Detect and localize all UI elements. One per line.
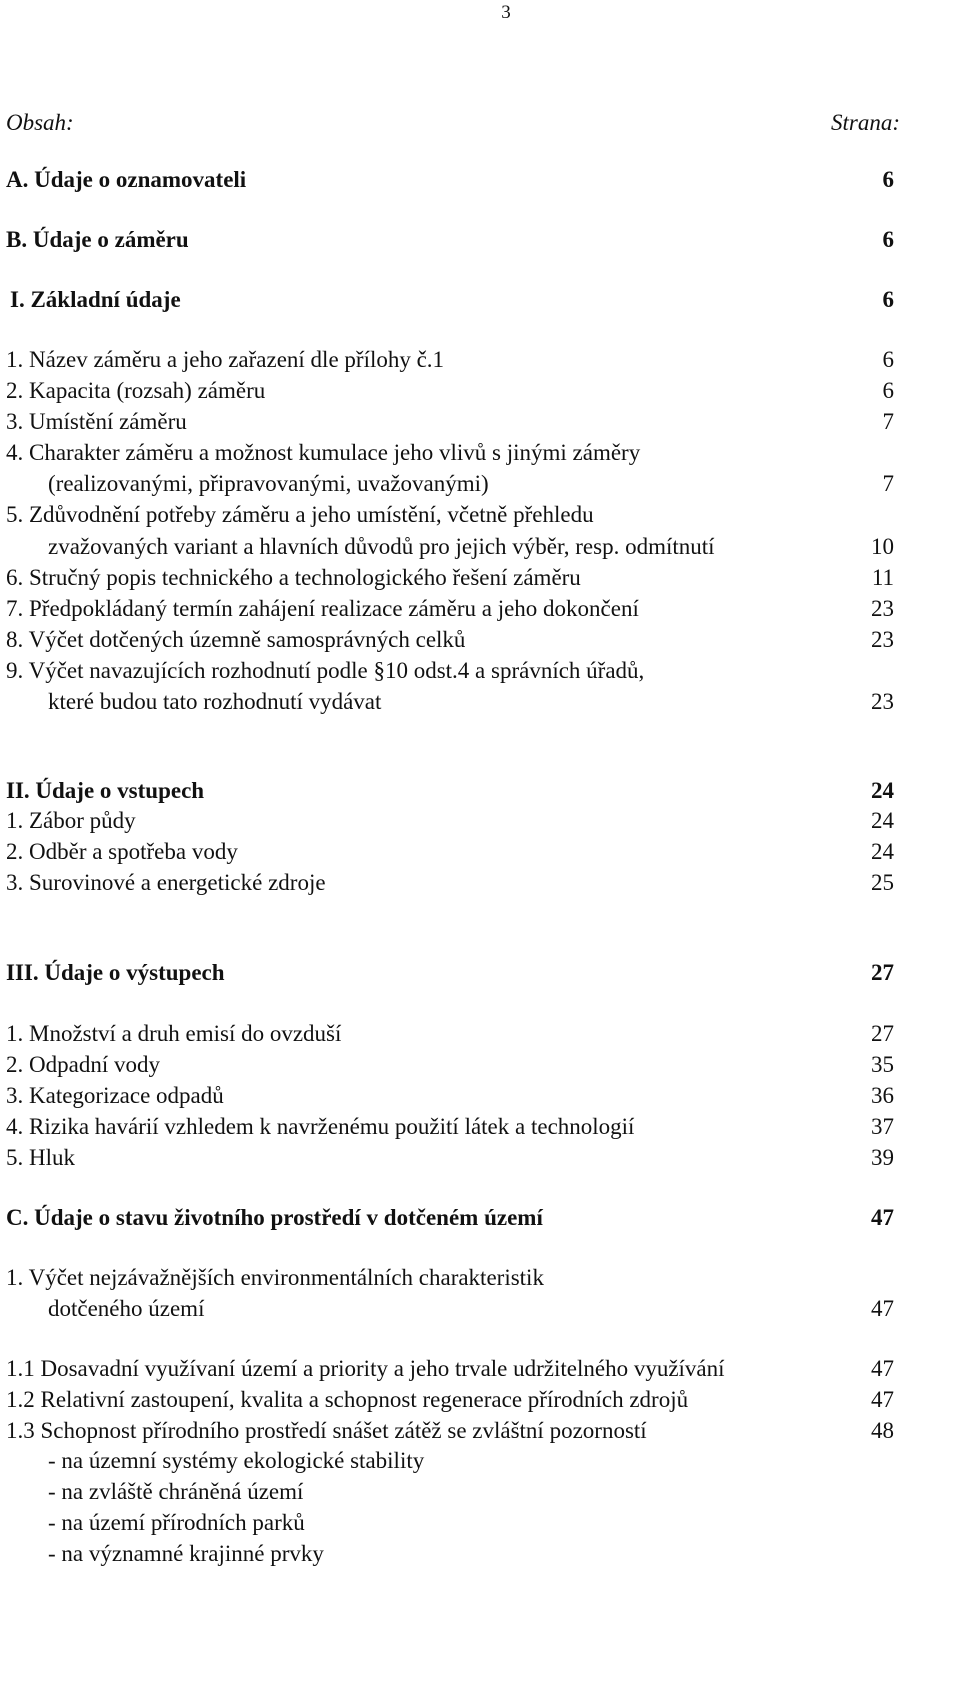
toc-entry-title: které budou tato rozhodnutí vydávat xyxy=(48,689,382,714)
toc-entry-title: 4. Rizika havárií vzhledem k navrženému použití látek a technologií xyxy=(6,1114,635,1139)
toc-entry xyxy=(6,625,894,655)
toc-entry-title: zvažovaných variant a hlavních důvodů pro jejich výběr, resp. odmítnutí xyxy=(48,534,715,559)
toc-entry-title: 3. Kategorizace odpadů xyxy=(6,1083,224,1108)
toc-entry xyxy=(6,532,894,562)
toc-entry xyxy=(6,594,894,624)
toc-entry xyxy=(6,469,894,499)
toc-entry xyxy=(6,837,894,867)
toc-entry-title: dotčeného území xyxy=(48,1296,205,1321)
toc-entry-page: 23 xyxy=(871,689,894,714)
page-column-label: Strana: xyxy=(831,110,900,135)
toc-entry-title: 3. Umístění záměru xyxy=(6,409,187,434)
toc-entry-page: 24 xyxy=(871,808,894,833)
toc-entry-title: 5. Zdůvodnění potřeby záměru a jeho umístění, včetně přehledu xyxy=(6,502,594,527)
toc-entry-page: 6 xyxy=(882,167,894,192)
toc-entry xyxy=(6,1294,894,1324)
toc-entry-title: II. Údaje o vstupech xyxy=(6,778,205,803)
toc-entry-title: 1.3 Schopnost přírodního prostředí snášet zátěž se zvláštní pozorností xyxy=(6,1418,647,1443)
toc-entry-title: - na územní systémy ekologické stability xyxy=(48,1448,425,1473)
toc-entry-page: 35 xyxy=(871,1052,894,1077)
toc-entry xyxy=(6,958,894,988)
toc-entry xyxy=(6,438,894,468)
toc-entry xyxy=(6,1508,894,1538)
toc-entry-title: 2. Odběr a spotřeba vody xyxy=(6,839,238,864)
toc-entry-title: 1. Název záměru a jeho zařazení dle přílohy č.1 xyxy=(6,347,445,372)
toc-entry-title: 9. Výčet navazujících rozhodnutí podle §10 odst.4 a správních úřadů, xyxy=(6,658,645,683)
toc-entry-title: 1.1 Dosavadní využívaní území a priority a jeho trvale udržitelného využívání xyxy=(6,1356,725,1381)
toc-entry-page: 47 xyxy=(871,1387,894,1412)
toc-entry-page: 11 xyxy=(871,565,894,590)
toc-entry-title: 1.2 Relativní zastoupení, kvalita a schopnost regenerace přírodních zdrojů xyxy=(6,1387,689,1412)
toc-entry xyxy=(6,1416,894,1446)
toc-entry-title: - na významné krajinné prvky xyxy=(48,1541,324,1566)
toc-entry-page: 6 xyxy=(882,378,894,403)
toc-entry-title: - na území přírodních parků xyxy=(48,1510,305,1535)
toc-entry xyxy=(6,1263,894,1293)
toc-entry xyxy=(6,806,894,836)
toc-entry-title: B. Údaje o záměru xyxy=(6,227,189,252)
toc-entry-title: 3. Surovinové a energetické zdroje xyxy=(6,870,326,895)
toc-entry xyxy=(6,500,894,530)
toc-entry xyxy=(6,285,894,315)
toc-entry-page: 27 xyxy=(871,1021,894,1046)
toc-entry-page: 7 xyxy=(882,409,894,434)
toc-entry xyxy=(6,687,894,717)
toc-entry xyxy=(6,1446,894,1476)
toc-entry xyxy=(6,1354,894,1384)
toc-entry-page: 6 xyxy=(882,287,894,312)
toc-entry-title: 8. Výčet dotčených územně samosprávných celků xyxy=(6,627,466,652)
toc-entry-title: - na zvláště chráněná území xyxy=(48,1479,304,1504)
toc-entry xyxy=(6,1477,894,1507)
toc-entry-title: 1. Zábor půdy xyxy=(6,808,136,833)
toc-entry-page: 27 xyxy=(871,960,894,985)
toc-entry-title: A. Údaje o oznamovateli xyxy=(6,167,247,192)
toc-entry xyxy=(6,563,894,593)
toc-entry xyxy=(6,1050,894,1080)
toc-entry-title: 4. Charakter záměru a možnost kumulace jeho vlivů s jinými záměry xyxy=(6,440,641,465)
toc-entry-page: 39 xyxy=(871,1145,894,1170)
toc-entry xyxy=(6,776,894,806)
toc-entry xyxy=(6,1112,894,1142)
toc-entry xyxy=(6,1385,894,1415)
toc-entry-page: 10 xyxy=(871,534,894,559)
toc-entry-page: 6 xyxy=(882,347,894,372)
toc-entry-title: III. Údaje o výstupech xyxy=(6,960,225,985)
toc-entry-title: 2. Kapacita (rozsah) záměru xyxy=(6,378,266,403)
toc-entry-title: 1. Výčet nejzávažnějších environmentálních charakteristik xyxy=(6,1265,544,1290)
toc-entry xyxy=(6,1019,894,1049)
toc-entry-title: C. Údaje o stavu životního prostředí v dotčeném území xyxy=(6,1205,543,1230)
toc-entry-page: 47 xyxy=(871,1296,894,1321)
toc-entry-title: 7. Předpokládaný termín zahájení realizace záměru a jeho dokončení xyxy=(6,596,639,621)
toc-entry-page: 23 xyxy=(871,627,894,652)
toc-entry-page: 24 xyxy=(871,778,894,803)
contents-label: Obsah: xyxy=(6,110,74,135)
toc-entry-title: I. Základní údaje xyxy=(10,287,181,312)
toc-entry-page: 23 xyxy=(871,596,894,621)
toc-entry xyxy=(6,1143,894,1173)
toc-entry-page: 48 xyxy=(871,1418,894,1443)
toc-entry-page: 47 xyxy=(871,1205,894,1230)
toc-entry xyxy=(6,345,894,375)
toc-entry xyxy=(6,656,894,686)
toc-entry-title: 5. Hluk xyxy=(6,1145,75,1170)
toc-entry xyxy=(6,1539,894,1569)
toc-entry xyxy=(6,225,894,255)
toc-entry-page: 36 xyxy=(871,1083,894,1108)
toc-entry-page: 37 xyxy=(871,1114,894,1139)
toc-entry xyxy=(6,407,894,437)
toc-entry-title: (realizovanými, připravovanými, uvažovanými) xyxy=(48,471,489,496)
toc-entry xyxy=(6,165,894,195)
toc-entry-title: 2. Odpadní vody xyxy=(6,1052,160,1077)
toc-entry-title: 6. Stručný popis technického a technologického řešení záměru xyxy=(6,565,581,590)
toc-entry-page: 7 xyxy=(882,471,894,496)
toc-entry xyxy=(6,1081,894,1111)
toc-entry xyxy=(6,868,894,898)
toc-entry xyxy=(6,1203,894,1233)
toc-entry-page: 24 xyxy=(871,839,894,864)
toc-entry xyxy=(6,376,894,406)
toc-entry-page: 47 xyxy=(871,1356,894,1381)
toc-header xyxy=(6,108,900,138)
toc-entry-title: 1. Množství a druh emisí do ovzduší xyxy=(6,1021,342,1046)
page-number: 3 xyxy=(501,2,511,23)
toc-entry-page: 6 xyxy=(882,227,894,252)
toc-entry-page: 25 xyxy=(871,870,894,895)
